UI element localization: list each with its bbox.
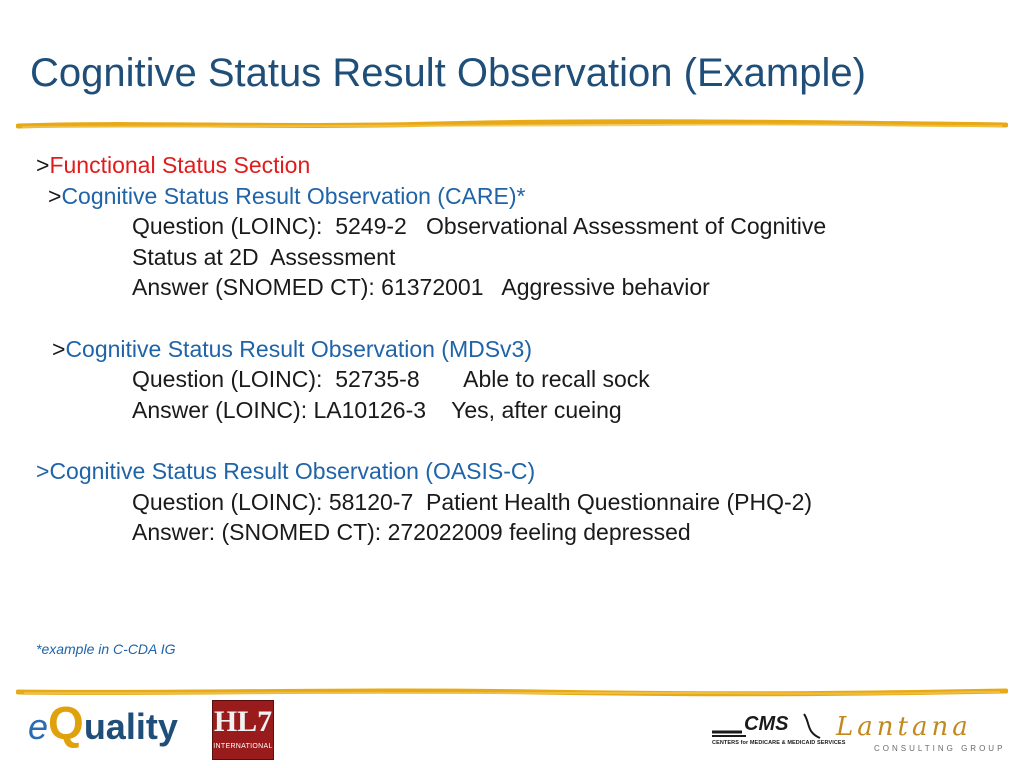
care-question-line: Question (LOINC): 5249-2 Observational Assessment of Cognitive [132,213,827,240]
block-heading-text: Cognitive Status Result Observation (OASIS-C) [49,457,536,484]
block-heading-text: Cognitive Status Result Observation (MDSv3) [65,335,533,362]
block-heading-text: Cognitive Status Result Observation (CARE)* [61,182,526,209]
care-answer-line: Answer (SNOMED CT): 61372001 Aggressive behavior [132,274,710,301]
hl7-logo-subtitle: INTERNATIONAL [213,743,273,750]
slide-content [36,150,996,548]
hl7-international-logo [212,700,274,760]
care-question-continuation: Status at 2D Assessment [132,243,396,270]
spacer [36,425,996,456]
spacer [36,303,996,334]
equality-logo-rest: uality [83,706,178,747]
block-heading-mdsv3 [36,334,996,365]
block-prefix: > [48,182,62,209]
cms-logo [710,712,846,752]
block-prefix: > [52,335,66,362]
cms-logo-word: CMS [744,713,789,735]
block-heading-care [36,181,996,212]
lantana-logo-word: Lantana [836,712,972,742]
block-heading-oasis [36,456,996,487]
lantana-logo [836,712,1006,756]
slide-title: Cognitive Status Result Observation (Example) [30,51,866,95]
hl7-logo-mark: HL7 [213,705,273,738]
section-label: Functional Status Section [49,152,311,178]
mdsv3-answer-line: Answer (LOINC): LA10126-3 Yes, after cueing [132,396,622,423]
mdsv3-question-line: Question (LOINC): 52735-8 Able to recall sock [132,366,650,393]
oasis-question-line: Question (LOINC): 58120-7 Patient Health Questionnaire (PHQ-2) [132,488,813,515]
section-prefix: > [36,152,50,178]
bottom-divider-rule [16,685,1008,699]
equality-logo-e: e [28,706,49,747]
cms-logo-subtitle: CENTERS for MEDICARE & MEDICAID SERVICES [712,740,846,746]
lantana-logo-subtitle: CONSULTING GROUP [874,744,1006,753]
block-prefix: > [36,457,50,484]
equality-logo-q: Q [48,697,84,749]
section-line [36,150,996,181]
oasis-answer-line: Answer: (SNOMED CT): 272022009 feeling depressed [132,519,691,546]
top-divider-rule [16,118,1008,132]
equality-logo [28,697,178,749]
footnote: *example in C-CDA IG [36,641,176,657]
